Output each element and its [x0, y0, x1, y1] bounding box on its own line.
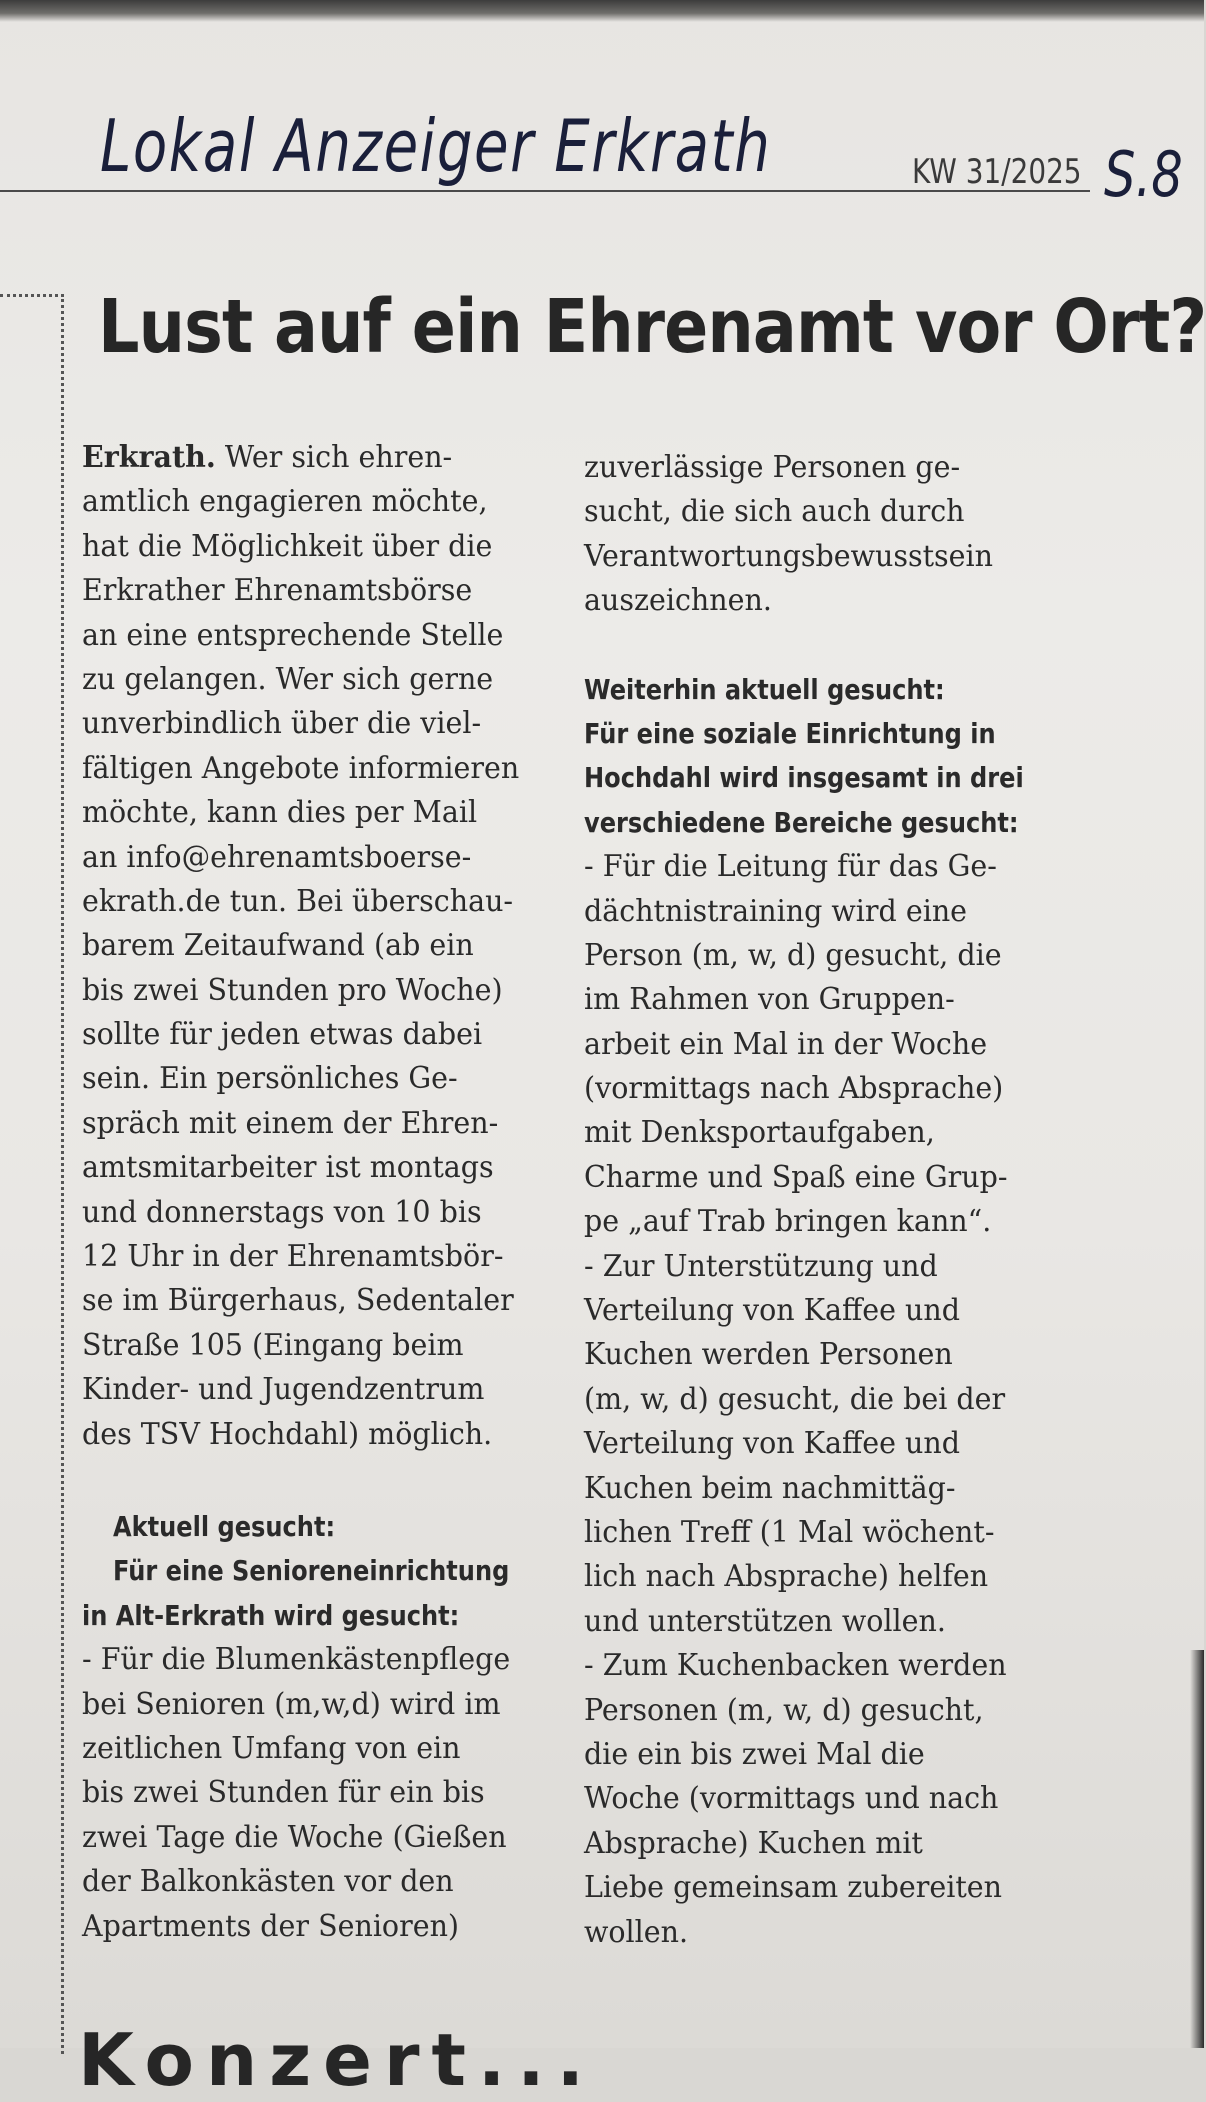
text-line: - Für die Leitung für das Ge-	[584, 849, 997, 885]
text-line	[82, 1279, 548, 1323]
text-line: (vormittags nach Absprache)	[584, 1071, 1004, 1107]
text-line	[82, 569, 548, 613]
text-line-content: sollte für jeden etwas dabei	[82, 1017, 483, 1053]
text-line: pe „auf Trab bringen kann“.	[584, 1204, 992, 1240]
section-heading-line: verschiedene Bereiche gesucht:	[584, 805, 1019, 839]
paragraph-gap	[82, 1457, 572, 1505]
article-column-right	[584, 446, 1064, 1955]
text-line-content: Wer sich ehren-	[215, 440, 453, 475]
text-line	[82, 924, 548, 968]
text-line	[82, 1102, 548, 1146]
text-line	[82, 1324, 548, 1368]
text-line-content: zu gelangen. Wer sich gerne	[82, 661, 494, 697]
text-line: bei Senioren (m,w,d) wird im	[82, 1686, 501, 1722]
text-line: Verteilung von Kaffee und	[584, 1293, 960, 1329]
handwritten-page-number: S.8	[1104, 138, 1183, 211]
text-line: Verteilung von Kaffee und	[584, 1426, 960, 1462]
scan-edge-right	[1190, 1650, 1204, 2048]
text-line-content: 12 Uhr in der Ehrenamtsbör-	[82, 1239, 504, 1275]
text-line: - Zur Unterstützung und	[584, 1248, 938, 1284]
text-line: Person (m, w, d) gesucht, die	[584, 937, 1002, 973]
text-line: der Balkonkästen vor den	[82, 1864, 454, 1900]
text-line: - Für die Blumenkästenpflege	[82, 1642, 511, 1678]
scan-edge-top	[0, 0, 1204, 22]
text-line: die ein bis zwei Mal die	[584, 1736, 925, 1772]
dateline: Erkrath.	[82, 440, 216, 475]
text-line: bis zwei Stunden für ein bis	[82, 1775, 485, 1811]
handwritten-source-note: Lokal Anzeiger Erkrath	[100, 104, 772, 188]
text-line	[82, 702, 548, 746]
text-line	[82, 1413, 548, 1457]
text-line-content: amtsmitarbeiter ist montags	[82, 1150, 494, 1186]
text-line-content: se im Bürgerhaus, Sedentaler	[82, 1283, 514, 1319]
text-line: Absprache) Kuchen mit	[584, 1825, 923, 1861]
issue-label: KW 31/2025	[912, 152, 1082, 192]
text-line	[82, 836, 548, 880]
text-line	[82, 658, 548, 702]
text-line-content: sein. Ein persönliches Ge-	[82, 1061, 458, 1097]
section-heading-line: Für eine soziale Einrichtung in	[584, 716, 996, 750]
text-line-content: an eine entsprechende Stelle	[82, 617, 504, 653]
text-line-content: und donnerstags von 10 bis	[82, 1194, 482, 1230]
text-line: Apartments der Senioren)	[82, 1908, 460, 1944]
text-line: wollen.	[584, 1914, 689, 1950]
text-line-content: barem Zeitaufwand (ab ein	[82, 928, 474, 964]
text-line	[82, 1146, 548, 1190]
paragraph-gap	[584, 624, 1064, 668]
text-line-content: unverbindlich über die viel-	[82, 706, 482, 742]
text-line: dächtnistraining wird eine	[584, 893, 968, 929]
text-line: im Rahmen von Gruppen-	[584, 982, 955, 1018]
text-line	[82, 1013, 548, 1057]
text-line: arbeit ein Mal in der Woche	[584, 1026, 988, 1062]
text-line: lichen Treff (1 Mal wöchent-	[584, 1514, 995, 1550]
text-line-content: bis zwei Stunden pro Woche)	[82, 972, 503, 1008]
text-line: zwei Tage die Woche (Gießen	[82, 1819, 507, 1855]
article-headline: Lust auf ein Ehrenamt vor Ort?	[98, 284, 1206, 370]
text-line-content: an info@ehrenamtsboerse-	[82, 839, 472, 875]
text-line	[82, 614, 548, 658]
text-line: zuverlässige Personen ge-	[584, 450, 961, 485]
text-line	[82, 1057, 548, 1101]
text-line-content: Straße 105 (Eingang beim	[82, 1327, 464, 1363]
text-line: Verantwortungsbewusstsein	[584, 538, 994, 574]
header-rule	[0, 190, 1090, 192]
section-heading-line: in Alt-Erkrath wird gesucht:	[82, 1598, 460, 1632]
text-line	[82, 436, 548, 480]
dotted-frame	[0, 294, 64, 2054]
section-heading-line: Aktuell gesucht:	[112, 1509, 336, 1543]
section-heading-line: Weiterhin aktuell gesucht:	[584, 672, 945, 706]
text-line	[82, 880, 548, 924]
section-heading-line: Hochdahl wird insgesamt in drei	[584, 761, 1024, 795]
text-line: sucht, die sich auch durch	[584, 494, 965, 530]
text-line-content: ekrath.de tun. Bei überschau-	[82, 883, 514, 919]
text-line-content: Erkrather Ehrenamtsbörse	[82, 573, 473, 609]
text-line: Personen (m, w, d) gesucht,	[584, 1692, 984, 1728]
text-line: (m, w, d) gesucht, die bei der	[584, 1381, 1006, 1417]
text-line	[82, 1235, 548, 1279]
text-line-content: fältigen Angebote informieren	[82, 750, 520, 786]
text-line	[82, 969, 548, 1013]
text-line: lich nach Absprache) helfen	[584, 1559, 989, 1595]
text-line	[82, 791, 548, 835]
text-line	[82, 1191, 548, 1235]
text-line: Kuchen beim nachmittäg-	[584, 1470, 956, 1506]
text-line-content: spräch mit einem der Ehren-	[82, 1105, 499, 1141]
text-line: auszeichnen.	[584, 583, 772, 619]
text-line-content: möchte, kann dies per Mail	[82, 795, 478, 831]
text-line: und unterstützen wollen.	[584, 1603, 946, 1639]
text-line-content: Kinder- und Jugendzentrum	[82, 1372, 485, 1408]
text-line	[82, 525, 548, 569]
text-line	[82, 747, 548, 791]
text-line	[82, 1368, 548, 1412]
text-line-content: amtlich engagieren möchte,	[82, 484, 488, 520]
text-line: Woche (vormittags und nach	[584, 1781, 999, 1817]
section-heading-line: Für eine Senioreneinrichtung	[112, 1554, 510, 1588]
text-line: Charme und Spaß eine Grup-	[584, 1159, 1008, 1195]
text-line: mit Denksportaufgaben,	[584, 1115, 935, 1151]
text-line: Liebe gemeinsam zubereiten	[584, 1870, 1003, 1906]
text-line: zeitlichen Umfang von ein	[82, 1730, 461, 1766]
text-line	[82, 480, 548, 524]
text-line: Kuchen werden Personen	[584, 1337, 953, 1373]
text-line-content: des TSV Hochdahl) möglich.	[82, 1416, 493, 1452]
article-column-left	[82, 436, 572, 1949]
text-line-content: hat die Möglichkeit über die	[82, 528, 493, 564]
text-line: - Zum Kuchenbacken werden	[584, 1648, 1007, 1684]
next-article-headline-fragment: Konzert...	[78, 2018, 596, 2102]
